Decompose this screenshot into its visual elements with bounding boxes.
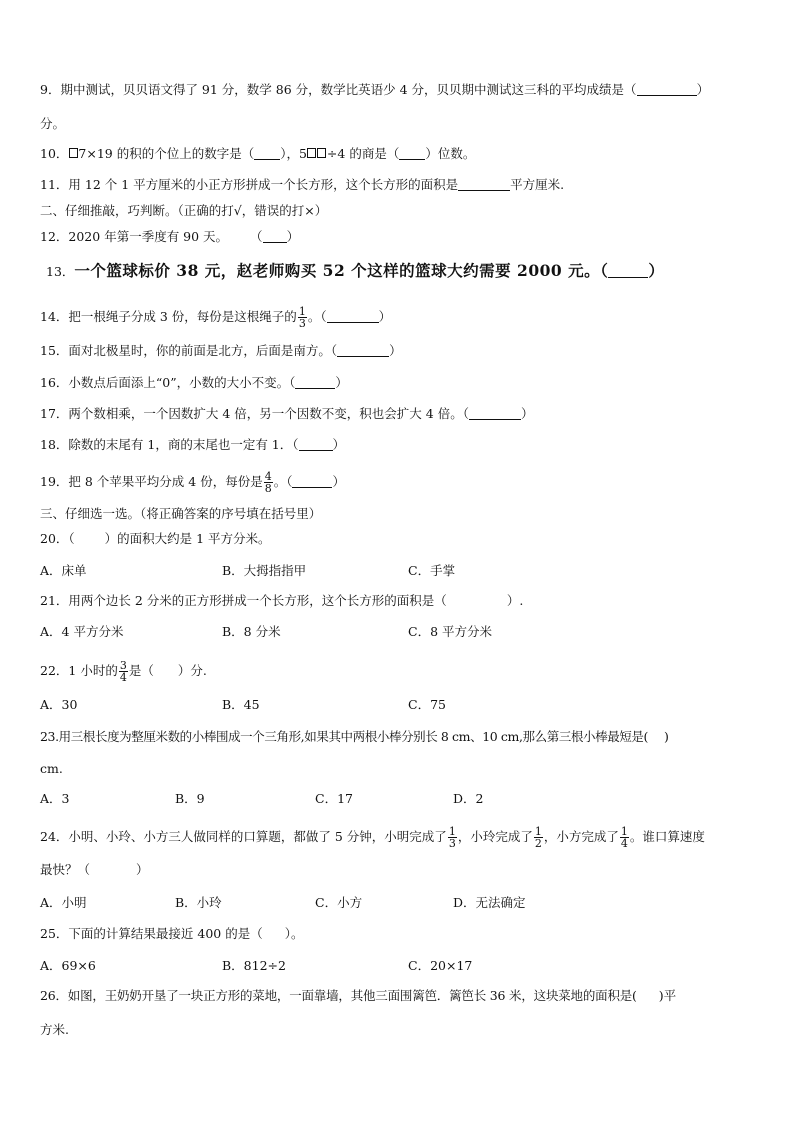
- paren-close: ）: [378, 309, 392, 324]
- answer-blank[interactable]: [399, 147, 425, 160]
- fraction: [448, 826, 457, 849]
- answer-blank[interactable]: [337, 344, 389, 357]
- question-19-text: 19．把 8 个苹果平均分成 4 份，每份是: [40, 474, 263, 489]
- box-placeholder-icon: [307, 148, 316, 158]
- question-17: [40, 406, 533, 422]
- option-c[interactable]: C．8 平方分米: [408, 624, 492, 639]
- question-20-text-end: ）的面积大约是 1 平方分米。: [104, 531, 271, 546]
- fraction: [119, 660, 128, 683]
- paren-open: 。（: [307, 309, 327, 324]
- paren-open: （: [250, 229, 263, 244]
- question-20: [40, 531, 271, 547]
- option-b[interactable]: B．812÷2: [222, 958, 286, 973]
- section-heading: 三、仔细选一选。（将正确答案的序号填在括号里）: [40, 506, 322, 521]
- question-14-text: 14．把一根绳子分成 3 份，每份是这根绳子的: [40, 309, 297, 324]
- paren-close: ）。: [284, 926, 304, 941]
- question-12: [40, 229, 299, 245]
- paren-close: ）: [136, 862, 149, 877]
- numerator: 4: [264, 470, 272, 483]
- question-10-part-a: 7×19 的积的个位上的数字是（: [78, 146, 255, 161]
- question-22-text-mid: 是（: [128, 663, 154, 678]
- option-c[interactable]: C．手掌: [408, 563, 456, 578]
- numerator: 3: [119, 659, 127, 672]
- question-17-text: 17．两个数相乘，一个因数扩大 4 倍，另一个因数不变，积也会扩大 4 倍。（: [40, 406, 469, 421]
- option-d[interactable]: D．无法确定: [453, 895, 526, 910]
- question-23: [40, 729, 669, 745]
- question-10-part-c: ÷4 的商是（: [326, 146, 400, 161]
- fraction: [264, 471, 273, 494]
- question-23-text: 23.用三根长度为整厘米数的小棒围成一个三角形,如果其中两根小棒分别长 8 cm、10 cm,那么第三根小棒最短是(: [40, 729, 648, 744]
- answer-blank[interactable]: [299, 438, 333, 451]
- question-26-text: 26．如图，王奶奶开垦了一块正方形的菜地，一面靠墙，其他三面围篱笆．篱笆长 36 米，这块菜地的面积是(: [40, 988, 637, 1003]
- question-15-text: 15．面对北极星时，你的前面是北方，后面是南方。（: [40, 343, 338, 358]
- question-9-continuation: 分。: [40, 116, 66, 131]
- question-24-text: 最快？（: [40, 862, 91, 877]
- numerator: 1: [620, 825, 628, 838]
- question-number: 10．: [40, 146, 69, 161]
- box-placeholder-icon: [69, 148, 78, 158]
- question-24-continuation: [40, 862, 149, 878]
- question-23-continuation: cm.: [40, 761, 63, 776]
- denominator: 3: [298, 317, 306, 330]
- question-25: [40, 926, 303, 942]
- option-d[interactable]: D．2: [453, 791, 484, 806]
- paren-close: ）: [389, 343, 402, 358]
- question-9-text: 9．期中测试，贝贝语文得了 91 分，数学 86 分，数学比英语少 4 分，贝贝期中测试这三科的平均成绩是（: [40, 82, 637, 97]
- question-19: [40, 471, 345, 494]
- question-10-part-b: ），5: [280, 146, 307, 161]
- question-14: [40, 306, 391, 329]
- question-26-text-end: )平: [658, 988, 677, 1003]
- option-a[interactable]: A．3: [40, 791, 70, 806]
- answer-blank[interactable]: [254, 147, 280, 160]
- option-a[interactable]: A．4 平方分米: [40, 624, 124, 639]
- question-22: [40, 660, 207, 683]
- paren-open: 。（: [273, 474, 293, 489]
- option-c[interactable]: C．小方: [315, 895, 363, 910]
- question-24: [40, 826, 705, 849]
- question-18: [40, 437, 345, 453]
- denominator: 3: [448, 837, 456, 850]
- paren-close: ）: [332, 437, 346, 452]
- question-22-text: 22．1 小时的: [40, 663, 118, 678]
- answer-blank[interactable]: [263, 230, 287, 243]
- box-placeholder-icon: [317, 148, 326, 158]
- question-10-part-d: ）位数。: [425, 146, 476, 161]
- question-13: [46, 263, 664, 280]
- option-b[interactable]: B．小玲: [175, 895, 222, 910]
- question-10: [40, 146, 475, 162]
- question-24-text: ，小玲完成了: [457, 829, 533, 844]
- option-c[interactable]: C．20×17: [408, 958, 473, 973]
- option-a[interactable]: A．30: [40, 697, 78, 712]
- answer-blank[interactable]: [469, 407, 521, 420]
- fraction: [298, 306, 307, 329]
- question-24-text: 。谁口算速度: [629, 829, 705, 844]
- numerator: 1: [448, 825, 456, 838]
- denominator: 4: [620, 837, 628, 850]
- denominator: 4: [119, 671, 127, 684]
- option-a[interactable]: A．小明: [40, 895, 87, 910]
- question-11-unit: 平方厘米.: [510, 177, 565, 192]
- denominator: 2: [534, 837, 542, 850]
- question-24-text: 24．小明、小玲、小方三人做同样的口算题，都做了 5 分钟，小明完成了: [40, 829, 447, 844]
- option-c[interactable]: C．17: [315, 791, 353, 806]
- option-b[interactable]: B．45: [222, 697, 260, 712]
- question-24-text: ，小方完成了: [543, 829, 619, 844]
- option-a[interactable]: A．床单: [40, 563, 87, 578]
- paren-close: ）: [648, 261, 665, 280]
- section-heading: 二、仔细推敲，巧判断。（正确的打√，错误的打×）: [40, 203, 328, 218]
- fraction: [620, 826, 629, 849]
- question-13-text: 一个篮球标价 38 元，赵老师购买 52 个这样的篮球大约需要 2000 元。（: [74, 261, 609, 280]
- paren-close: ）: [520, 406, 534, 421]
- paren-close: ）: [286, 229, 300, 244]
- question-11-text: 11．用 12 个 1 平方厘米的小正方形拼成一个长方形，这个长方形的面积是: [40, 177, 459, 192]
- question-21-text: 21．用两个边长 2 分米的正方形拼成一个长方形，这个长方形的面积是（: [40, 593, 447, 608]
- question-11: [40, 177, 564, 193]
- question-9: [40, 82, 709, 98]
- paren-close: ): [664, 729, 669, 744]
- option-b[interactable]: B．9: [175, 791, 205, 806]
- question-21: [40, 593, 523, 609]
- question-12-text: 12．2020 年第一季度有 90 天。: [40, 229, 229, 244]
- answer-blank[interactable]: [637, 83, 697, 96]
- answer-blank[interactable]: [458, 178, 510, 191]
- option-b[interactable]: B．8 分米: [222, 624, 281, 639]
- fraction: [534, 826, 543, 849]
- question-26-continuation: 方米.: [40, 1022, 69, 1037]
- answer-blank[interactable]: [295, 376, 335, 389]
- question-15: [40, 343, 402, 359]
- option-c[interactable]: C．75: [408, 697, 446, 712]
- question-16-text: 16．小数点后面添上“0”，小数的大小不变。（: [40, 375, 296, 390]
- option-a[interactable]: A．69×6: [40, 958, 96, 973]
- question-18-text: 18．除数的末尾有 1，商的末尾也一定有 1．（: [40, 437, 299, 452]
- question-number: 13．: [46, 264, 75, 279]
- answer-blank[interactable]: [292, 475, 332, 488]
- denominator: 8: [264, 482, 272, 495]
- paren-close: ）: [332, 474, 345, 489]
- option-b[interactable]: B．大拇指指甲: [222, 563, 307, 578]
- paren-close: ）.: [506, 593, 524, 608]
- paren-close: ）: [696, 82, 710, 97]
- question-20-text: 20．（: [40, 531, 75, 546]
- question-22-text-end: ）分.: [177, 663, 207, 678]
- numerator: 1: [298, 305, 306, 318]
- question-25-text: 25．下面的计算结果最接近 400 的是（: [40, 926, 263, 941]
- answer-blank[interactable]: [327, 310, 379, 323]
- answer-blank[interactable]: [608, 265, 648, 278]
- question-26: [40, 988, 676, 1004]
- question-16: [40, 375, 348, 391]
- paren-close: ）: [335, 375, 348, 390]
- numerator: 1: [534, 825, 542, 838]
